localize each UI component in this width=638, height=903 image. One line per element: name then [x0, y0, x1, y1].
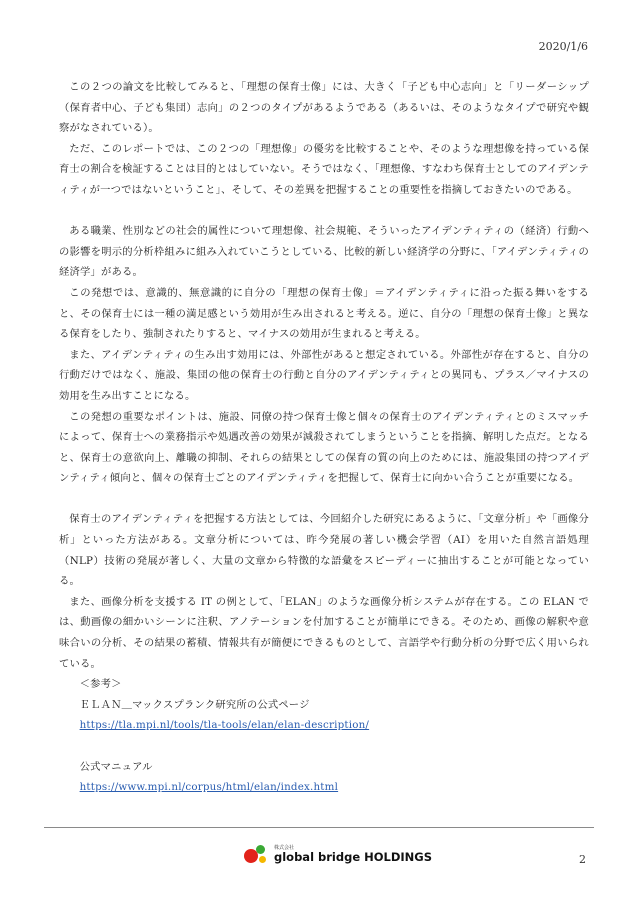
page-number: 2: [579, 853, 586, 866]
reference-link-elan[interactable]: https://tla.mpi.nl/tools/tla-tools/elan/elan-description/: [79, 719, 370, 732]
paragraph: この２つの論文を比較してみると、「理想の保育士像」には、大きく「子ども中心志向」と「リーダーシップ（保育者中心、子ども集団）志向」の２つのタイプがあるようである（あるいは、そのようなタイプで研究や観察がなされている）。: [59, 81, 589, 135]
paragraph: また、画像分析を支援する IT の例として、「ELAN」のような画像分析システムが存在する。この ELAN では、動画像の細かいシーンに注釈、アノテーションを付加することが簡単にできる。そのため、画像の解釈や意味合いの分析、その結果の蓄積、情報共有が簡便にできるものとして、言語学や行動分析の分野で広く用いられている。: [59, 595, 589, 670]
reference-title-manual: 公式マニュアル: [79, 760, 153, 773]
company-logo: [244, 844, 432, 866]
paragraph-gap: [59, 489, 589, 510]
document-body: [59, 77, 589, 798]
logo-green-dot: [256, 845, 265, 854]
paragraph: 保育士のアイデンティティを把握する方法としては、今回紹介した研究にあるように、「文章分析」や「画像分析」といった方法がある。文章分析については、昨今発展の著しい機会学習（AI）を用いた自然言語処理（NLP）技術の発展が著しく、大量の文章から特徴的な語彙をスピーディーに抽出することが可能となっている。: [59, 513, 589, 588]
reference-gap: [80, 736, 589, 757]
references-heading: ＜参考＞: [79, 678, 122, 691]
references-section: [59, 674, 589, 798]
paragraph: ある職業、性別などの社会的属性について理想像、社会規範、そういったアイデンティティの（経済）行動への影響を明示的分析枠組みに組み入れていこうとしている、比較的新しい経済学の分野に、「アイデンティティの経済学」がある。: [59, 225, 589, 279]
reference-link-manual[interactable]: https://www.mpi.nl/corpus/html/elan/index.html: [79, 781, 339, 794]
paragraph: また、アイデンティティの生み出す効用には、外部性があると想定されている。外部性が存在すると、自分の行動だけではなく、施設、集団の他の保育士の行動と自分のアイデンティティとの異同も、プラス／マイナスの効用を生み出すことになる。: [59, 348, 589, 402]
paragraph-gap: [59, 201, 589, 222]
logo-dots-icon: [244, 844, 270, 866]
reference-title-elan: ＥＬＡＮ＿マックスプランク研究所の公式ページ: [79, 698, 310, 711]
logo-text: [274, 846, 432, 864]
logo-company-name: global bridge HOLDINGS: [274, 850, 433, 865]
logo-company-type: 株式会社: [274, 845, 295, 852]
document-date: 2020/1/6: [538, 40, 588, 53]
logo-yellow-dot: [259, 856, 266, 863]
footer-divider: [44, 827, 594, 828]
paragraph: この発想の重要なポイントは、施設、同僚の持つ保育士像と個々の保育士のアイデンティティとのミスマッチによって、保育士への業務指示や処遇改善の効果が減殺されてしまうということを指摘、解明した点だ。となると、保育士の意欲向上、離職の抑制、それらの結果としての保育の質の向上のためには、施設集団の持つアイデンティティ傾向と、個々の保育士ごとのアイデンティティを把握して、保育士に向かい合うことが重要になる。: [59, 410, 589, 485]
paragraph: この発想では、意識的、無意識的に自分の「理想の保育士像」＝アイデンティティに沿った振る舞いをすると、その保育士には一種の満足感という効用が生み出されると考える。逆に、自分の「理想の保育士像」と異なる保育をしたり、強制されたりすると、マイナスの効用が生まれると考える。: [59, 286, 589, 341]
paragraph: ただ、このレポートでは、この２つの「理想像」の優劣を比較することや、そのような理想像を持っている保育士の割合を検証することは目的とはしていない。そうではなく、「理想像、すなわち保育士としてのアイデンティティが一つではないということ」、そして、その差異を把握することの重要性を指摘しておきたいのである。: [59, 142, 589, 196]
